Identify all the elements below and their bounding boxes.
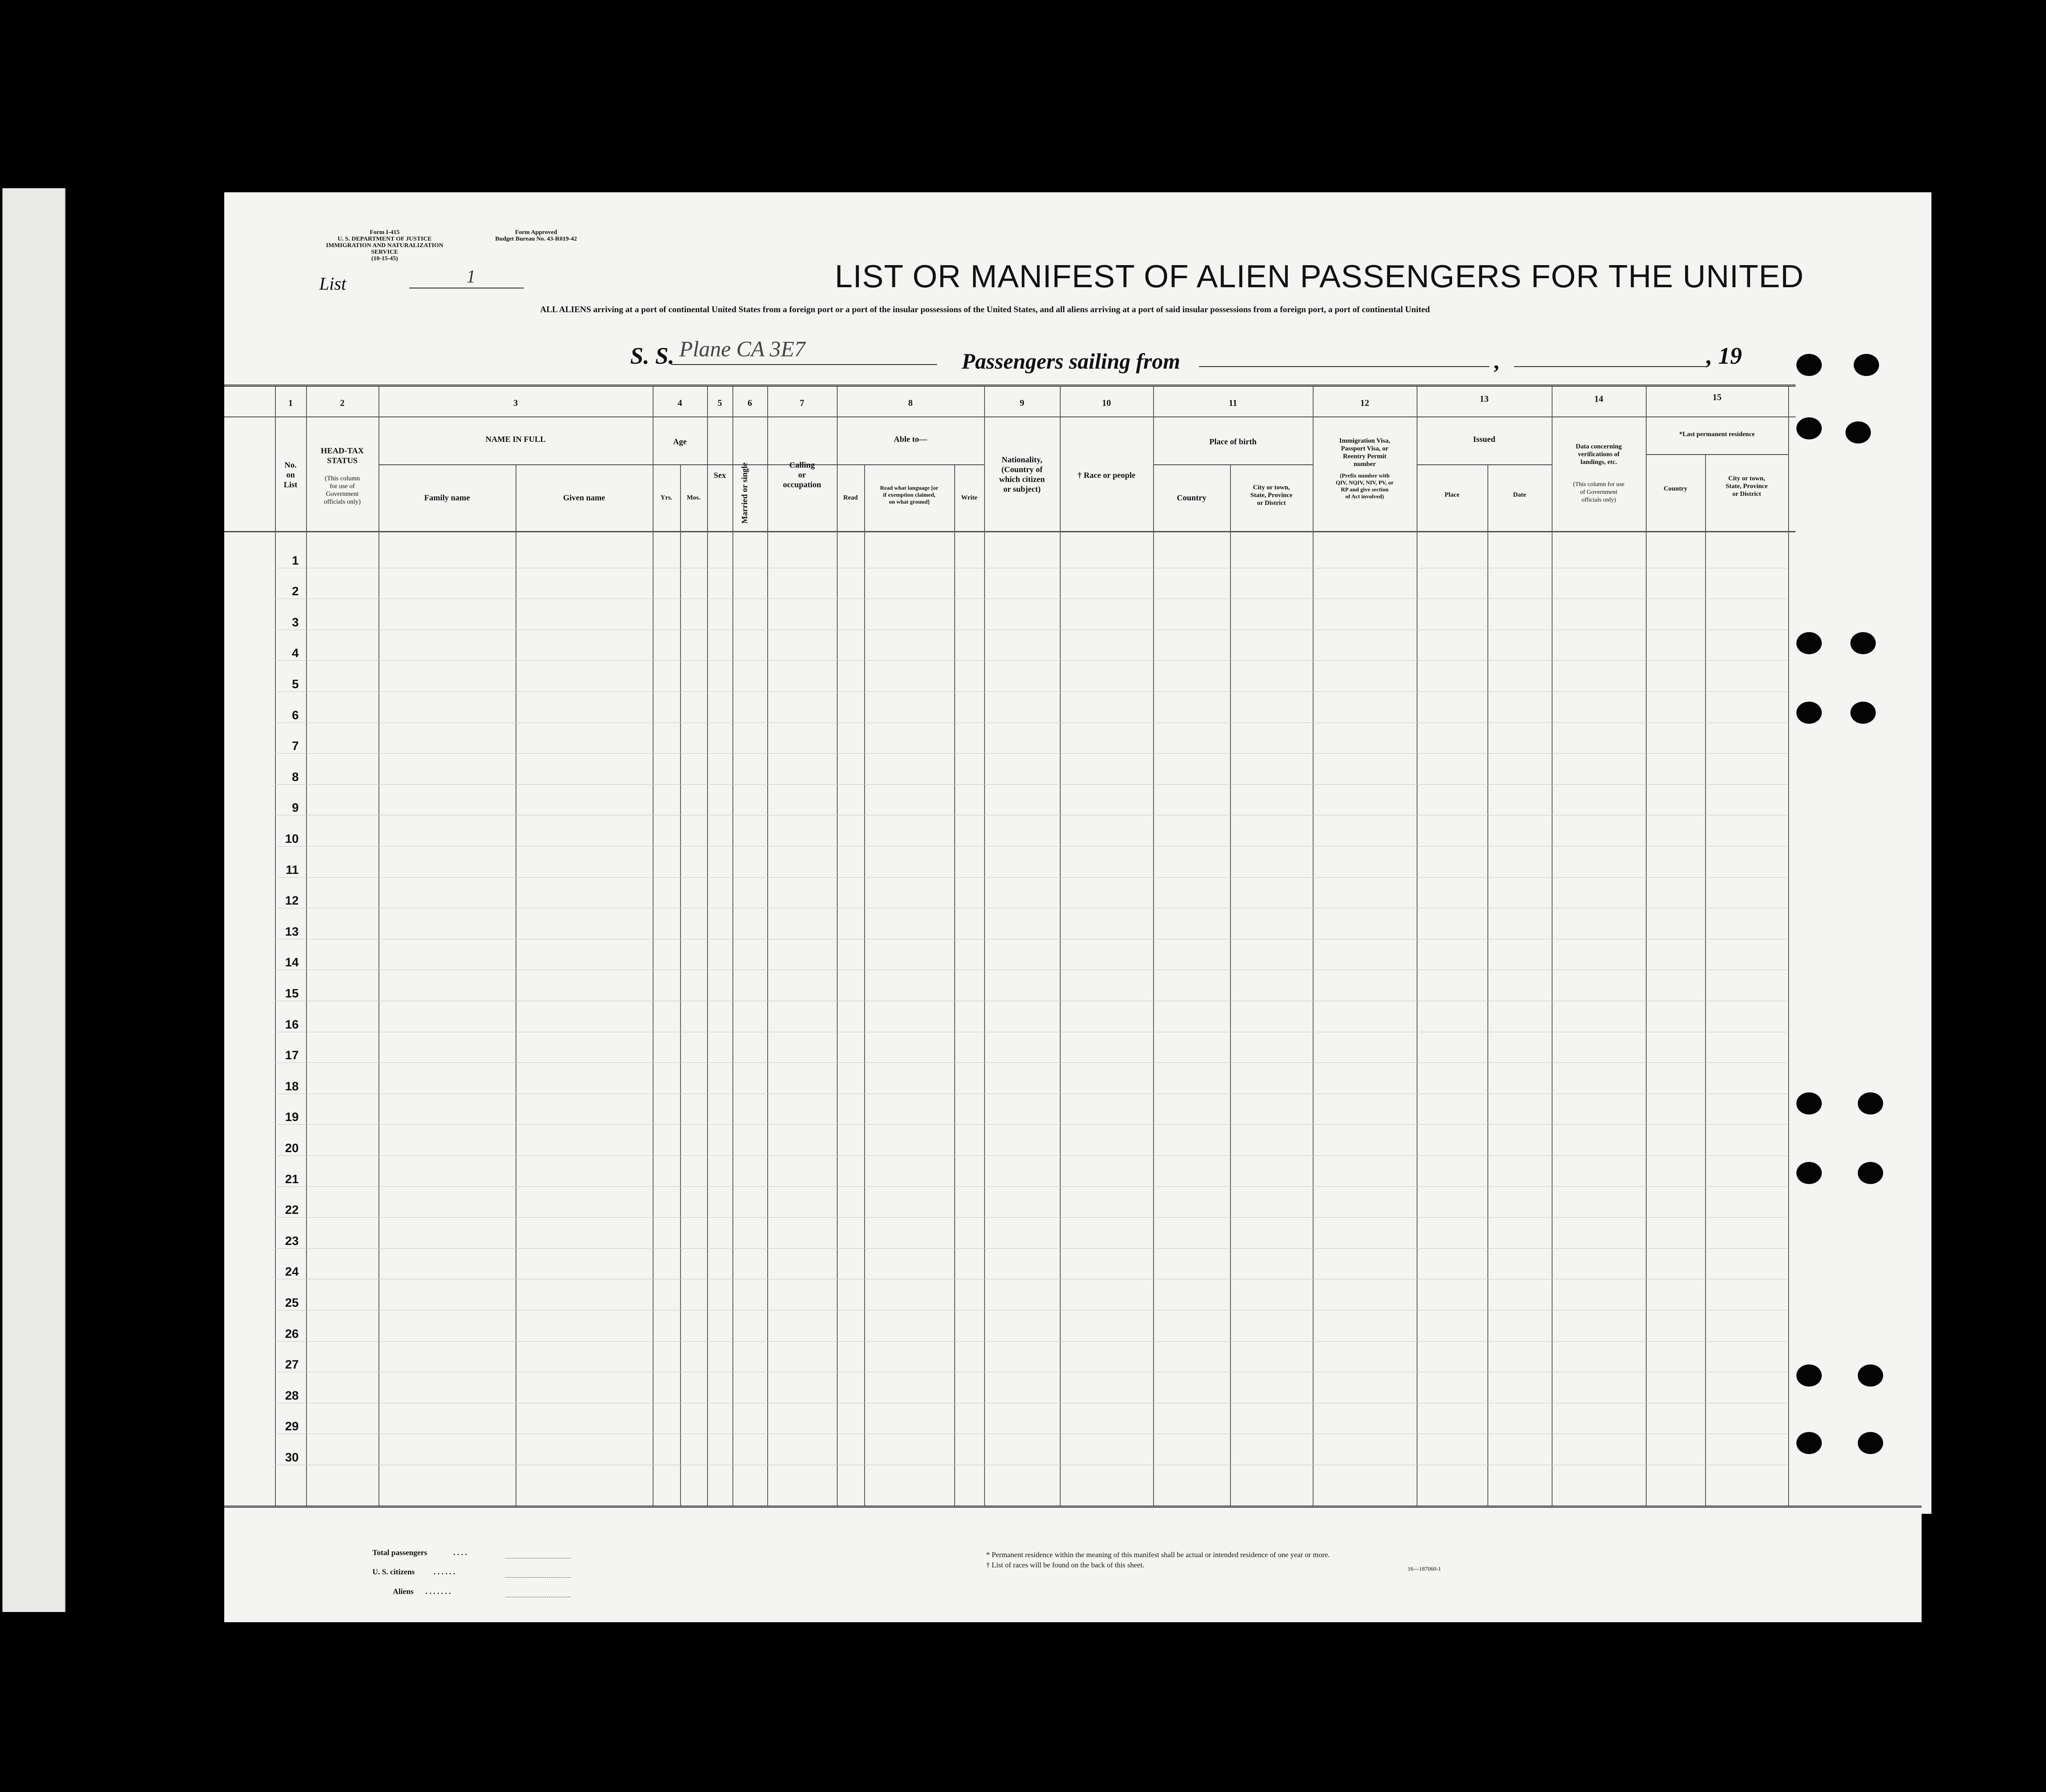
col-divider — [864, 464, 865, 1506]
table-row — [275, 1341, 1787, 1342]
form-reference: Form I-415 U. S. DEPARTMENT OF JUSTICE IMMIGRATION AND NATURALIZATION SERVICE (10-15-45) — [326, 229, 444, 262]
row-number: 27 — [285, 1358, 299, 1372]
list-number: 1 — [409, 266, 524, 288]
row-number: 22 — [285, 1203, 299, 1217]
header-married: Married or single — [740, 462, 749, 524]
row-number: 20 — [285, 1141, 299, 1155]
header-sex: Sex — [714, 471, 726, 480]
col-divider — [707, 387, 708, 1506]
col-divider — [1060, 387, 1061, 1506]
col-divider — [306, 387, 307, 1506]
table-top-rule — [224, 385, 1796, 387]
header-data-note: (This column for use of Government officials only) — [1573, 481, 1625, 503]
footnote-races: † List of races will be found on the back of this sheet. — [986, 1561, 1145, 1569]
comma: , — [1494, 349, 1499, 374]
header-nationality: Nationality, (Country of which citizen or subject) — [999, 455, 1045, 494]
header-birth-country: Country — [1176, 493, 1207, 502]
table-row — [275, 753, 1787, 754]
row-number: 8 — [292, 770, 299, 784]
row-number: 15 — [285, 987, 299, 1000]
table-row — [275, 1217, 1787, 1218]
footnote-residence: * Permanent residence within the meaning of this manifest shall be actual or intended residence of one year or more. — [986, 1551, 1330, 1559]
row-number: 4 — [292, 646, 299, 660]
col-divider — [1487, 464, 1488, 1506]
table-row — [275, 660, 1787, 661]
aliens-label: Aliens — [393, 1587, 414, 1596]
col-number: 14 — [1594, 394, 1603, 404]
header-last-residence: *Last permanent residence — [1679, 431, 1755, 438]
row-number: 19 — [285, 1110, 299, 1124]
header-mos: Mos. — [687, 494, 701, 501]
header-yrs: Yrs. — [660, 494, 672, 501]
header-issued-place: Place — [1444, 491, 1460, 498]
col-number: 12 — [1360, 398, 1369, 408]
row-number: 11 — [286, 863, 299, 877]
row-number: 16 — [285, 1018, 299, 1031]
header-issued-date: Date — [1513, 491, 1526, 498]
header-data-concerning: Data concerning verifications of landings, etc. — [1575, 443, 1622, 466]
header-name-in-full: NAME IN FULL — [485, 435, 546, 444]
col-number: 10 — [1102, 398, 1111, 408]
header-res-city: City or town, State, Province or District — [1726, 475, 1768, 498]
header-bottom-rule — [224, 531, 1796, 532]
col-divider — [954, 464, 955, 1506]
col-divider — [767, 387, 768, 1506]
row-number: 3 — [292, 615, 299, 629]
us-citizens-blank — [505, 1577, 571, 1578]
col-divider — [984, 387, 985, 1506]
subheader-rule — [1646, 454, 1788, 455]
header-place-of-birth: Place of birth — [1209, 437, 1257, 446]
row-number: 6 — [292, 708, 299, 722]
header-write: Write — [961, 494, 978, 501]
sailing-from-label: Passengers sailing from — [962, 349, 1181, 374]
col-number: 1 — [288, 398, 293, 408]
row-number: 17 — [285, 1049, 299, 1063]
header-race: † Race or people — [1077, 471, 1136, 480]
row-number: 12 — [285, 894, 299, 908]
subheader-rule — [1417, 464, 1552, 465]
header-head-tax-note: (This column for use of Government officials only) — [324, 475, 361, 505]
row-number: 5 — [292, 678, 299, 691]
year-label: , 19 — [1706, 342, 1742, 369]
col-number: 13 — [1480, 394, 1489, 404]
totals-leader: . . . . . . — [434, 1568, 455, 1576]
ship-name: Plane CA 3E7 — [671, 336, 937, 365]
colnum-rule — [224, 416, 1796, 417]
page-title: LIST OR MANIFEST OF ALIEN PASSENGERS FOR THE UNITED — [835, 258, 1804, 294]
col-number: 9 — [1020, 398, 1024, 408]
col-number: 15 — [1713, 392, 1722, 402]
col-number: 7 — [800, 398, 804, 408]
sheet-right-edge — [1796, 192, 1931, 1514]
col-divider — [1313, 387, 1314, 1506]
col-divider — [732, 387, 733, 1506]
row-number: 7 — [292, 739, 299, 753]
header-given-name: Given name — [563, 493, 605, 502]
table-row — [275, 1186, 1787, 1187]
table-row — [275, 1248, 1787, 1249]
col-divider — [1153, 387, 1154, 1506]
row-number: 25 — [285, 1296, 299, 1310]
row-number: 28 — [285, 1389, 299, 1403]
col-divider — [837, 387, 838, 1506]
totals-leader: . . . . . . . — [426, 1587, 451, 1596]
row-number: 9 — [292, 801, 299, 815]
col-number: 5 — [717, 398, 722, 408]
table-row — [275, 784, 1787, 785]
header-calling: Calling or occupation — [783, 461, 821, 489]
row-number: 30 — [285, 1451, 299, 1464]
col-divider — [680, 464, 681, 1506]
header-read: Read — [843, 494, 858, 501]
ship-prefix: S. S. — [630, 342, 675, 369]
header-birth-city: City or town, State, Province or District — [1250, 484, 1293, 507]
col-number: 6 — [748, 398, 752, 408]
col-divider — [1705, 454, 1706, 1506]
sailing-date-blank — [1514, 366, 1706, 367]
table-row — [275, 1155, 1787, 1156]
total-passengers-label: Total passengers — [372, 1549, 427, 1557]
adjacent-page-strip — [2, 188, 65, 1612]
subheader-rule — [1153, 464, 1313, 465]
table-row — [275, 877, 1787, 878]
row-number: 2 — [292, 585, 299, 599]
budget-approval: Form Approved Budget Bureau No. 43-R019-42 — [495, 229, 577, 242]
col-divider — [1230, 464, 1231, 1506]
row-number: 21 — [285, 1172, 299, 1186]
header-no-on-list: No. on List — [284, 461, 297, 489]
row-number: 26 — [285, 1327, 299, 1341]
col-number: 11 — [1228, 398, 1237, 408]
form-code: 16—187060-1 — [1408, 1566, 1441, 1572]
header-immigration-visa: Immigration Visa, Passport Visa, or Reentry Permit number — [1339, 437, 1390, 468]
row-number: 18 — [285, 1079, 299, 1093]
col-divider — [1552, 387, 1553, 1506]
header-able-to: Able to— — [894, 435, 927, 444]
row-number: 13 — [285, 925, 299, 939]
sailing-port-blank — [1199, 366, 1489, 367]
row-number: 1 — [292, 554, 299, 567]
header-res-country: Country — [1663, 485, 1688, 492]
header-read-language: Read what language [or if exemption claimed, on what ground] — [880, 485, 939, 505]
col-number: 8 — [908, 398, 913, 408]
totals-leader: . . . . — [453, 1549, 467, 1557]
col-divider — [1646, 387, 1647, 1506]
subheader-rule — [837, 464, 984, 465]
table-row — [275, 1124, 1787, 1125]
col-number: 4 — [678, 398, 682, 408]
page-subtitle: ALL ALIENS arriving at a port of continental United States from a foreign port or a port of the insular possessions of the United States, and all aliens arriving at a port of said insular possessions from a foreign port, a port of continental United — [540, 304, 1430, 314]
col-number: 3 — [513, 398, 518, 408]
header-issued: Issued — [1473, 435, 1496, 444]
row-number: 23 — [285, 1234, 299, 1248]
col-number: 2 — [340, 398, 345, 408]
col-divider — [1788, 387, 1789, 1506]
row-number: 24 — [285, 1265, 299, 1279]
table-row — [275, 691, 1787, 692]
row-number: 29 — [285, 1420, 299, 1434]
us-citizens-label: U. S. citizens — [372, 1568, 415, 1576]
header-immigration-note: (Prefix number with QIV, NQIV, NIV, PV, or RP and give section of Act involved) — [1336, 473, 1394, 500]
header-age: Age — [673, 437, 687, 446]
row-number: 10 — [285, 832, 299, 846]
list-label: List — [319, 274, 347, 294]
header-head-tax: HEAD-TAX STATUS — [320, 446, 364, 465]
row-number: 14 — [285, 956, 299, 970]
header-family-name: Family name — [424, 493, 470, 502]
table-bottom-rule — [224, 1506, 1922, 1508]
